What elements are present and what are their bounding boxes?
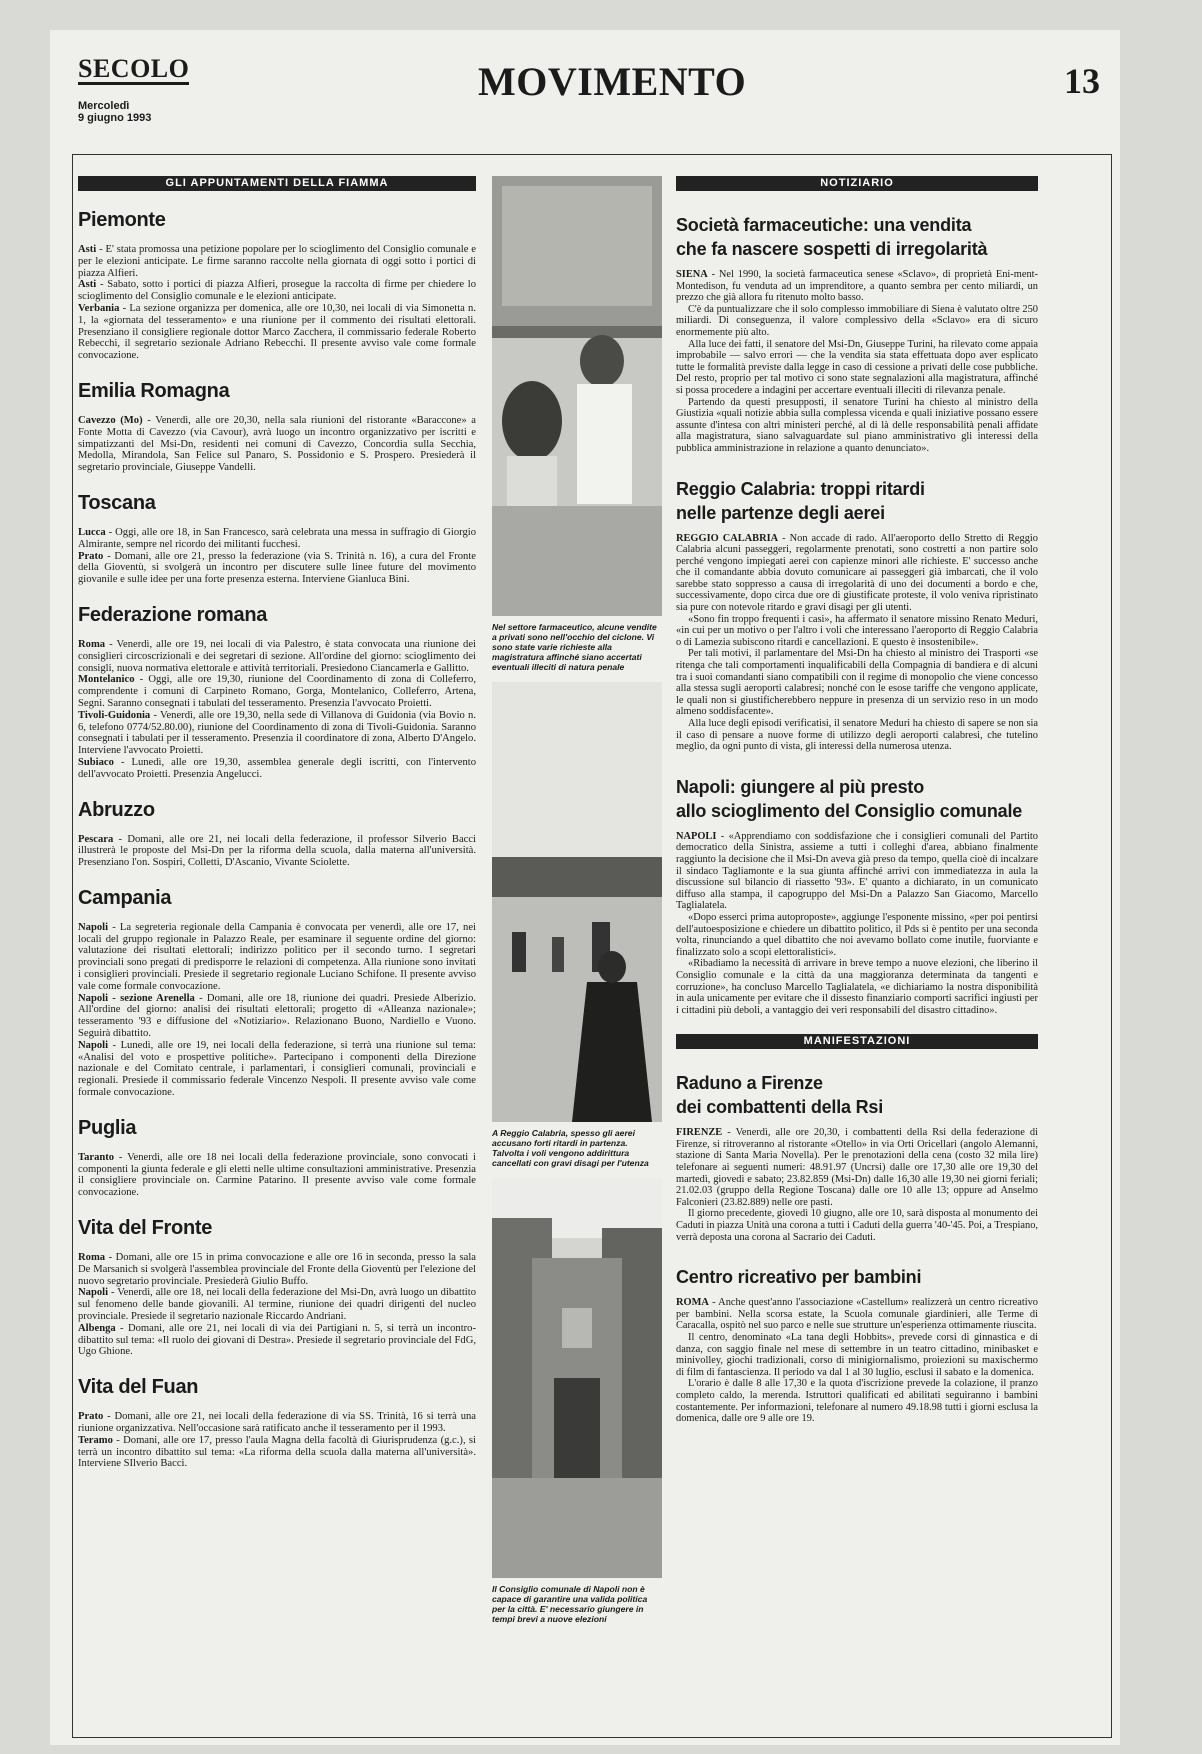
- article-text: - Non accade di rado. All'aeroporto dello Stretto di Reggio Calabria alcuni passeggeri, regolarmente prenotati, sono costretti a non partire solo perché vengono impiegati aerei con capienze minori alle richieste. E' successo anche che il comandante abbia dovuto comunicare ai passeggeri già imbarcati, che il volo sarebbe stato soppresso a causa di irregolarità di uno dei documenti a bordo e che, successivamente, dopo circa due ore di giustificate proteste, il volo veniva ripristinato sia pure con notevole ritardo e gravi disagi per gli utenti.: [676, 532, 1038, 614]
- article-text: L'orario è dalle 8 alle 17,30 e la quota d'iscrizione prevede la colazione, il pranzo completo caldo, la merenda. Istruttori qualificati ed abilitati seguiranno i bambini costantemente. Per informazioni, telefonare al numero 49.18.98 tutti i giorni esclusa la domenica, dalle ore 9 alle ore 19.: [676, 1378, 1038, 1425]
- appointment-place: Albenga: [78, 1322, 116, 1334]
- article-text: Il centro, denominato «La tana degli Hobbits», prevede corsi di ginnastica e di danza, con saggio finale nel mese di settembre in un teatro cittadino, minibasket e minivolley, giochi tradizionali, corso di minigiornalismo, proiezioni su maxischermo di film di fantascienza. Il periodo va dal 1 al 30 luglio, esclusi il sabato e la domenica.: [676, 1332, 1038, 1378]
- article-paragraph: [676, 831, 1038, 912]
- appointment-place: Cavezzo (Mo): [78, 414, 143, 426]
- appointment-place: Napoli: [78, 1039, 109, 1051]
- photo-caption: Il Consiglio comunale di Napoli non è capace di garantire una valida politica per la città. E' necessario giungere in tempi brevi a nuove elezioni: [492, 1584, 648, 1624]
- article-dateline: SIENA: [676, 269, 708, 280]
- newspaper-logo: SECOLO: [78, 54, 190, 83]
- article-dateline: NAPOLI: [676, 830, 717, 842]
- appointment-entry: [78, 1040, 476, 1099]
- headline-line: Reggio Calabria: troppi ritardi: [676, 478, 925, 499]
- article-paragraph: [676, 958, 1038, 1016]
- article-paragraph: [676, 1378, 1038, 1424]
- article-headline: [676, 213, 1038, 261]
- appointment-entry: [78, 527, 476, 551]
- appointment-entry: [78, 1252, 476, 1287]
- article-paragraph: [676, 648, 1038, 718]
- article-headline: [676, 775, 1038, 823]
- section-title: MOVIMENTO: [478, 59, 747, 104]
- issue-date: [78, 100, 151, 124]
- headline-line: dei combattenti della Rsi: [676, 1097, 884, 1118]
- appointment-place: Napoli: [78, 921, 109, 933]
- appointment-text: - Venerdì, alle ore 19,30, nella sede di Villanova di Guidonia (via Bovio n. 6, telefono 0774/52.80.00), riunione del Coordinamento di zona di Tivoli-Guidonia. Saranno consegnati i tabulati per il tesseramento. Presenzia il coordinatore di zona, Alberto D'Angelo. Interviene l'avvocato Proietti.: [78, 709, 476, 757]
- article-dateline: ROMA: [676, 1297, 709, 1309]
- appointment-entry: [78, 551, 476, 586]
- headline-line: Società farmaceutiche: una vendita: [676, 215, 972, 235]
- appointment-place: Pescara: [78, 833, 114, 845]
- appointment-entry: [78, 757, 476, 781]
- photo-caption: A Reggio Calabria, spesso gli aerei accusano forti ritardi in partenza. Talvolta i voli vengono addirittura cancellati con gravi disagi per l'utenza: [492, 1128, 649, 1168]
- castle-photo-graphic: [492, 1178, 662, 1578]
- pharmacy-photo-graphic: [492, 176, 662, 616]
- appointment-entry: [78, 1152, 476, 1199]
- article-text: - «Apprendiamo con soddisfazione che i consiglieri comunali del Partito democratico della Sinistra, assieme a tutti i colleghi d'area, abbiano finalmente raggiunto la decisione che il Msi-Dn aveva già preso da tempo, quella cioè di incalzare il sindaco Tagliamonte e la sua giunta affinché arrivi con immediatezza in aula la discussione sul bilancio di riassetto '93». E' quanto a dichiarato, in un comunicato diffuso alla stampa, il capogruppo del Msi-Dn a Palazzo San Giacomo, Marcello Taglialatela.: [676, 830, 1038, 912]
- airport-photo-graphic: [492, 682, 662, 1122]
- article-headline: [676, 1071, 1038, 1119]
- appointment-text: - Venerdì, alle ore 18, nei locali della federazione del Msi-Dn, avrà luogo un dibattito sul fenomeno delle bande giovanili. Al termine, riunione dei quadri dirigenti del nucleo provinciale. Presiede il segretario nazionale Riccardo Andriani.: [78, 1287, 476, 1323]
- photo-caption: Nel settore farmaceutico, alcune vendite a privati sono nell'occhio del ciclone. Vi sono state varie richieste alla magistratura affinché siano accertati eventuali illeciti di natura penale: [492, 622, 657, 672]
- article-paragraph: [676, 718, 1038, 753]
- article-dateline: FIRENZE: [676, 1127, 723, 1139]
- article-paragraph: [676, 1127, 1038, 1208]
- appointment-place: Napoli: [78, 1287, 109, 1299]
- issue-full-date: 9 giugno 1993: [78, 112, 152, 124]
- headline-line: allo scioglimento del Consiglio comunale: [676, 800, 1023, 821]
- article-paragraph: [676, 912, 1038, 958]
- appointment-place: Napoli - sezione Arenella: [78, 992, 195, 1004]
- region-heading: Federazione romana: [78, 603, 268, 626]
- appointment-text: - Venerdì, alle ore 20,30, nella sala riunioni del ristorante «Baraccone» a Fonte Motta di Cavezzo (via Cavour), avrà luogo un incontro organizzativo per iscritti e simpatizzanti del Msi-Dn, residenti nei comuni di Cavezzo, Concordia sulla Secchia, Medolla, Mirandola, San Felice sul Panaro, S. Possidonio e S. Prospero. Presiederà il segretario provinciale, Giuseppe Vandelli.: [78, 414, 476, 474]
- appointments-column: [78, 176, 476, 1731]
- appointment-entry: [78, 244, 476, 279]
- castle-photo: [492, 1178, 662, 1578]
- appointment-place: Taranto: [78, 1151, 115, 1163]
- appointment-place: Asti: [78, 244, 97, 255]
- appointment-place: Prato: [78, 550, 104, 562]
- appointment-entry: [78, 1411, 476, 1435]
- article-text: Alla luce dei fatti, il senatore del Msi-Dn, Giuseppe Turini, ha rilevato come appaia improbabile — salvo errori — che la vendita sia stata effettuata dopo aver esplicato tutte le formalità previste dalla legge in caso di cessione a privati delle cose pubbliche. Del resto, proprio per tal motivo ci sono state segnalazioni alla magistratura, affinché si possa procedere a indagini per accertare eventuali illeciti di rilevanza penale.: [676, 338, 1038, 396]
- appointment-place: Prato: [78, 1411, 104, 1423]
- headline-line: nelle partenze degli aerei: [676, 502, 885, 523]
- appointment-place: Asti: [78, 279, 97, 291]
- appointment-text: - La sezione organizza per domenica, alle ore 10,30, nei locali di via Simonetta n. 1, la «giornata del tesseramento» e una riunione per il commento dei risultati elettorali. Presenziano il consigliere regionale dottor Marco Zacchera, il commissario federale Roberto Rebecchi, il segretario sezionale Adriano Rebecchi. Il presente avviso vale come formale convocazione.: [78, 302, 476, 362]
- article-text: - Venerdì, alle ore 20,30, i combattenti della Rsi della federazione di Firenze, si ritroveranno al ristorante «Otello» in via Orti Oricellari (angolo Alemanni, stazione di Santa Maria Novella). Per le prenotazioni della cena (costo 32 mila lire) telefonare ai seguenti numeri: 48.91.97 (Uncrsi) dalle ore 17,30 alle ore 19,30 del martedì, giovedì e sabato; 23.82.859 (Msi-Dn) dalle 16,30 alle 19,30 nei giorni feriali; 21.02.03 (gruppo della Regione Toscana) dalle ore 10 alle 13; oppure ad Anselmo Falconieri (23.82.889) nelle ore pasti.: [676, 1127, 1038, 1208]
- appointment-entry: [78, 922, 476, 993]
- masthead: [78, 44, 1108, 134]
- region-heading: Puglia: [78, 1116, 137, 1139]
- appointment-text: - Domani, alle ore 17, presso l'aula Magna della facoltà di Giurisprudenza (g.c.), si terrà un incontro dibattito sul tema: «La riforma della scuola dalla materna all'università». Interviene SIlverio Bacci.: [78, 1434, 476, 1470]
- notiziario-articles: [676, 213, 1038, 1016]
- article-paragraph: [676, 397, 1038, 455]
- issue-day: Mercoledì: [78, 100, 130, 112]
- appointment-place: Lucca: [78, 526, 106, 538]
- article-paragraph: [676, 614, 1038, 649]
- article-paragraph: [676, 339, 1038, 397]
- airport-photo: [492, 682, 662, 1122]
- manifestazioni-header: MANIFESTAZIONI: [676, 1034, 1038, 1049]
- article-headline: [676, 1265, 1038, 1289]
- appointments-header: GLI APPUNTAMENTI DELLA FIAMMA: [78, 176, 476, 191]
- appointment-entry: [78, 1287, 476, 1322]
- article-paragraph: [676, 533, 1038, 614]
- article-text: «Dopo esserci prima autoproposte», aggiunge l'esponente missino, «per poi pentirsi dell'autoesposizione e chiedere un dibattito politico, il Pds si è pentito per una seconda volta, rinunciando a quel dibattito che noi avevamo bollato come inutile, fuorviante e finalizzato solo a scopi elettoralistici».: [676, 911, 1038, 958]
- article-text: - Nel 1990, la società farmaceutica senese «Sclavo», di proprietà Eni-ment-Montedison, fu venduta ad un imprenditore, a quanto sembra per cento miliardi, un prezzo che già allora fu ritenuto molto basso.: [676, 269, 1038, 304]
- appointment-place: Subiaco: [78, 756, 114, 768]
- region-heading: Vita del Fuan: [78, 1376, 199, 1399]
- article-paragraph: [676, 269, 1038, 304]
- article-text: Per tali motivi, il parlamentare del Msi-Dn ha chiesto al ministro dei Trasporti «se ritenga che tali comportamenti inqualificabili della Compagnia di bandiera e di alcuni tra i suoi comandanti siano compatibili con il regime di monopolio che viene concesso alla stessa sugli aeroporti calabresi; nonché con le esose tariffe che vengono applicate, le quali non si giustificherebbero neppure in presenza di un servizio reso in un modo almeno soddisfacente».: [676, 648, 1038, 718]
- article-text: «Sono fin troppo frequenti i casi», ha affermato il senatore missino Renato Meduri, «in cui per un motivo o per l'altro i voli che interessano l'aeroporto di Reggio Calabria o di Lamezia subiscono ritardi e cancellazioni. E questo è insostenibile».: [676, 613, 1038, 648]
- regions-list: [78, 209, 476, 1470]
- appointment-text: - Venerdì, alle ore 19, nei locali di via Palestro, è stata convocata una riunione dei consiglieri circoscrizionali e dei segretari di sezione. All'ordine del giorno: scioglimento dei consigli, nuova normativa elettorale e attività territoriali. Presiedono Ciancamerla e Gallitto.: [78, 638, 476, 674]
- appointment-text: - Domani, alle ore 15 in prima convocazione e alle ore 16 in seconda, presso la sala De Marsanich si svolgerà l'assemblea provinciale del Fronte della Gioventù per l'elezione del nuovo segretario provinciale. Presiederà Giulio Buffo.: [78, 1252, 476, 1287]
- region-heading: Abruzzo: [78, 798, 155, 821]
- appointment-text: - Sabato, sotto i portici di piazza Alfieri, prosegue la raccolta di firme per chiedere lo scioglimento del Consiglio comunale e le elezioni anticipate.: [78, 279, 476, 303]
- region-heading: Vita del Fronte: [78, 1217, 213, 1240]
- manifestazioni-articles: [676, 1071, 1038, 1424]
- article-text: - Anche quest'anno l'associazione «Castellum» realizzerà un centro ricreativo per bambini. Nella scorsa estate, la Scuola comunale giardinieri, alle Terme di Caracalla, ospitò nel suo parco e nelle sue strutture un'esperienza ottimamente riuscita.: [676, 1297, 1038, 1332]
- region-heading: Toscana: [78, 491, 156, 514]
- headline-line: Raduno a Firenze: [676, 1073, 823, 1094]
- appointment-place: Verbania: [78, 302, 120, 314]
- appointment-entry: [78, 993, 476, 1040]
- appointment-text: - Domani, alle ore 21, presso la federazione (via S. Trinità n. 16), a cura del Fronte della Gioventù, si svolgerà un incontro per discutere sulle linee future del movimento giovanile e sulle idee per una forte presenza esterna. Interviene Gianluca Bini.: [78, 550, 476, 586]
- appointment-place: Tivoli-Guidonia: [78, 709, 151, 721]
- appointment-entry: [78, 674, 476, 709]
- appointment-entry: [78, 1435, 476, 1470]
- appointment-text: - Lunedì, alle ore 19, nei locali della federazione, si terrà una riunione sul tema: «Analisi del voto e prospettive politiche». Partecipano i componenti della Direzione nazionale e del Comitato centrale, i parlamentari, i consiglieri comunali, provinciali e regionali. Presiede il commissario federale Vincenzo Nespoli. Il presente avviso vale come formale convocazione.: [78, 1039, 476, 1099]
- headline-line: Napoli: giungere al più presto: [676, 776, 925, 797]
- appointment-text: - Oggi, alle ore 19,30, riunione del Coordinamento di zona di Colleferro, comprendente i comuni di Carpineto Romano, Gorga, Montelanico, Colleferro, Artena, Segni. Saranno consegnati i tabulati del tesseramento. Presenzia l'avvocato Proietti.: [78, 674, 476, 709]
- article-dateline: REGGIO CALABRIA: [676, 532, 779, 544]
- appointment-entry: [78, 415, 476, 474]
- appointment-place: Teramo: [78, 1434, 113, 1446]
- appointment-text: - Oggi, alle ore 18, in San Francesco, sarà celebrata una messa in suffragio di Giorgio Almirante, sempre nel ricordo dei militanti fucchesi.: [78, 526, 476, 550]
- pharmacy-photo: [492, 176, 662, 616]
- appointment-text: - Venerdì, alle ore 18 nei locali della federazione provinciale, sono convocati i componenti la giunta federale e gli eletti nelle ultime consultazioni amministrative. Presenzia il consigliere provinciale on. Carmine Patarino. Il presente avviso vale come formale convocazione.: [78, 1151, 476, 1199]
- headline-line: che fa nascere sospetti di irregolarità: [676, 239, 988, 259]
- article-paragraph: [676, 1297, 1038, 1332]
- appointment-text: - La segreteria regionale della Campania è convocata per venerdì, alle ore 17, nei locali del gruppo regionale in Palazzo Reale, per esaminare il seguente ordine del giorno: valutazione dei risultati elettorali; indirizzo politico per il secondo turno. I segretari provinciali sono pregati di predisporre le relazioni di competenza. Alla riunione sono invitati i consiglieri provinciali. Presiede il segretario regionale Luciano Schifone. Il presente avviso vale come formale convocazione.: [78, 921, 476, 992]
- article-headline: [676, 477, 1038, 525]
- photo-column: [492, 176, 662, 1731]
- appointment-entry: [78, 834, 476, 869]
- appointment-entry: [78, 1323, 476, 1358]
- appointment-text: - Lunedì, alle ore 19,30, assemblea generale degli iscritti, con l'intervento dell'avvocato Proietti. Presenzia Angelucci.: [78, 756, 476, 780]
- article-paragraph: [676, 1208, 1038, 1243]
- appointment-place: Roma: [78, 638, 106, 650]
- region-heading: Piemonte: [78, 209, 166, 231]
- article-paragraph: [676, 1332, 1038, 1378]
- newspaper-page: [50, 30, 1120, 1745]
- article-text: Il giorno precedente, giovedì 10 giugno, alle ore 10, sarà disposta al monumento dei Caduti in piazza Unità una corona a tutti i Caduti della guerra '40-'45. Poi, a Trespiano, verrà deposta una corona al Sacrario dei Caduti.: [676, 1208, 1038, 1243]
- appointment-entry: [78, 303, 476, 362]
- region-heading: Campania: [78, 886, 172, 909]
- appointment-text: - Domani, alle ore 21, nei locali della federazione di via SS. Trinità, 16 si terrà una riunione organizzativa. Nell'occasione sarà ratificato anche il tesseramento per il 1993.: [78, 1411, 476, 1434]
- news-column: [676, 176, 1038, 1731]
- appointment-text: - Domani, alle ore 21, nei locali di via dei Partigiani n. 5, si terrà un incontro-dibattito sul tema: «Il ruolo dei giovani di Destra». Presiede il segretario provinciale del FdG, Ugo Ghione.: [78, 1322, 476, 1358]
- region-heading: Emilia Romagna: [78, 379, 230, 402]
- article-text: C'è da puntualizzare che il solo complesso immobiliare di Siena è valutato oltre 250 miliardi. Di conseguenza, il valore complessivo della «Sclavo» era di sicuro enormemente più alto.: [676, 303, 1038, 338]
- article-paragraph: [676, 304, 1038, 339]
- appointment-place: Roma: [78, 1252, 106, 1264]
- appointment-place: Montelanico: [78, 674, 135, 686]
- appointment-text: - Domani, alle ore 18, riunione dei quadri. Presiede Alberizio. All'ordine del giorno: analisi dei risultati elettorali; progetto di «Alleanza nazionale»; tesseramento '93 e diffusione del «Notiziario». Relazionano Buono, Nardiello e Vuono. Seguirà dibattito.: [78, 992, 476, 1040]
- appointment-entry: [78, 710, 476, 757]
- appointment-entry: [78, 279, 476, 303]
- article-text: «Ribadiamo la necessità di arrivare in breve tempo a nuove elezioni, che liberino il Consiglio comunale e la città da una maggioranza determinata da tangenti e corruzione», ha concluso Marcello Taglialatela, «e dichiariamo la nostra disponibilità in aula unicamente per evitare che il dissesto finanziario comporti sacrifici ingiusti per i cittadini più deboli, a vantaggio dei veri responsabili del disastro cittadino».: [676, 958, 1038, 1016]
- appointment-text: - Domani, alle ore 21, nei locali della federazione, il professor Silverio Bacci illustrerà le proposte del Msi-Dn per la riforma della scuola, dalla materna all'università. Presenziano l'on. Sospiri, Colletti, D'Ascanio, Vivante Sciolette.: [78, 833, 476, 869]
- notiziario-header: NOTIZIARIO: [676, 176, 1038, 191]
- headline-line: Centro ricreativo per bambini: [676, 1267, 922, 1288]
- article-text: Alla luce degli episodi verificatisi, il senatore Meduri ha chiesto di sapere se non sia il caso di pensare a nuove forme di utilizzo degli aeroporti calabresi, che tutelino meglio, da ogni punto di vista, gli interessi della numerosa utenza.: [676, 718, 1038, 753]
- page-number: 13: [1064, 61, 1100, 101]
- article-text: Partendo da questi presupposti, il senatore Turini ha chiesto al ministro della Giustizia «quali notizie abbia sulla complessa vicenda e quali iniziative possano essere assunte d'intesa con altri ministeri perché, al di là delle responsabilità penali affidate alla magistratura, siano salvaguardate sul piano amministrativo gli interessi della pubblica amministrazione in relazione a quanto denunciato».: [676, 396, 1038, 454]
- appointment-entry: [78, 639, 476, 674]
- appointment-text: - E' stata promossa una petizione popolare per lo scioglimento del Consiglio comunale e per le elezioni anticipate. Le firme saranno raccolte nella giornata di oggi sotto i portici di piazza Alfieri.: [78, 244, 476, 279]
